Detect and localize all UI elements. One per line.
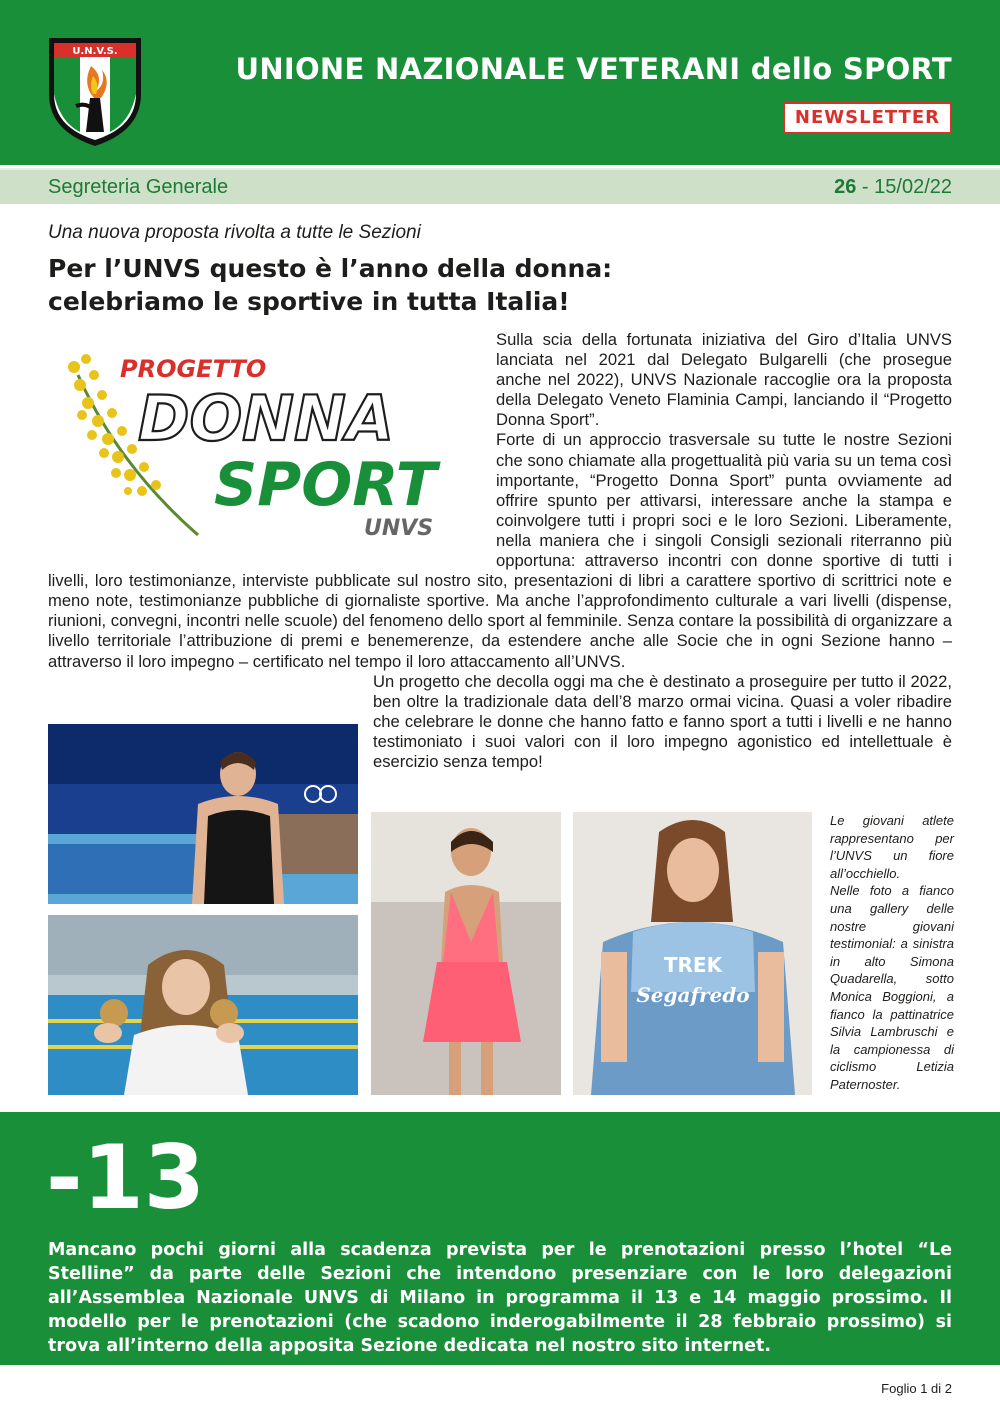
logo-word-donna: DONNA	[138, 382, 394, 455]
org-title: UNIONE NAZIONALE VETERANI dello SPORT	[235, 52, 952, 86]
issue-date: 15/02/22	[874, 176, 952, 198]
issue-info	[834, 176, 952, 199]
announcement-paragraph: Mancano pochi giorni alla scadenza prevista per le prenotazioni presso l’hotel “Le Stelline” da parte delle Sezioni che intendono presenziare con le loro delegazioni all’Assemblea Nazionale UNVS di Milano in programma il 13 e 14 maggio prossimo. Il modello per le prenotazioni (che scadono inderogabilmente il 28 febbraio prossimo) si trova all’interno della apposita Sezione dedicata nel nostro sito internet.	[48, 1240, 952, 1356]
department-label: Segreteria Generale	[48, 176, 229, 198]
photo-swimmer-medals	[48, 915, 358, 1095]
unvs-shield-logo	[46, 36, 144, 148]
issue-separator: -	[856, 176, 875, 198]
caption-intro: Le giovani atlete rappresentano per l’UNVS un fiore all’occhiello.	[830, 813, 954, 881]
countdown-number: -13	[46, 1126, 205, 1229]
article-kicker: Una nuova proposta rivolta a tutte le Sezioni	[48, 222, 421, 243]
page-indicator: Foglio 1 di 2	[881, 1381, 952, 1396]
logo-word-sport: SPORT	[214, 450, 437, 520]
headline-line-2: celebriamo le sportive in tutta Italia!	[48, 287, 570, 316]
photo-figure-skater	[371, 812, 561, 1095]
header-band	[0, 0, 1000, 165]
article-paragraph: Un progetto che decolla oggi ma che è destinato a proseguire per tutto il 2022, ben oltre la tradizionale data dell’8 marzo ormai vicina. Quasi a voler ribadire che celebrare le donne che hanno fatto e fanno sport a tutti i livelli e ne hanno testimoniato i suoi valori con il loro impegno agonistico ed intellettuale è esercizio senza tempo!	[373, 671, 952, 771]
announcement-text	[48, 1238, 952, 1358]
logo-word-unvs: UNVS	[364, 516, 434, 541]
logo-text: U.N.V.S.	[72, 46, 118, 57]
jersey-brand: TREK	[663, 953, 723, 977]
logo-word-progetto: PROGETTO	[120, 355, 267, 383]
jersey-sponsor: Segafredo	[636, 983, 750, 1007]
article-body	[48, 330, 952, 772]
headline-line-1: Per l’UNVS questo è l’anno della donna:	[48, 254, 613, 283]
photo-caption	[830, 812, 954, 1094]
caption-details: Nelle foto a fianco una gallery delle nostre giovani testimonial: a sinistra in alto Simona Quadarella, sotto Monica Boggioni, a fianco la pattinatrice Silvia Lambruschi e la campionessa di ciclismo Letizia Paternoster.	[830, 883, 954, 1092]
article-paragraph: Sulla scia della fortunata iniziativa del Giro d’Italia UNVS lanciata nel 2021 dal Delegato Bulgarelli (che prosegue anche nel 2022), UNVS Nazionale raccoglie ora la proposta della Delegato Veneto Flaminia Campi, lanciando il “Progetto Donna Sport”.	[496, 330, 952, 430]
photo-cyclist	[573, 812, 812, 1095]
article-headline	[48, 252, 948, 318]
article-paragraph: Forte di un approccio trasversale su tutte le nostre Sezioni che sono chiamate alla progettualità più varia su un tema così importante, “Progetto Donna Sport” punta ovviamente ad offrire spunto per attivarsi, interessare anche la stampa e coinvolgere tutti i propri soci e le loro Sezioni. Liberamente, nella maniera che i singoli Consigli sezionali riterranno più opportuna: attraverso incontri con donne sportive di tutti i livelli, loro testimonianze, interviste pubblicate sul nostro sito, presentazioni di libri a carattere sportivo di scrittrici note e meno note, testimonianze pubbliche di giornaliste sportive. Ma anche l’approfondimento culturale a vari livelli (dispense, riunioni, convegni, incontri nelle scuole) del fenomeno dello sport al femminile. Senza contare la possibilità di organizzare a livello territoriale l’attribuzione di premi e benemerenze, da estendere anche alle Socie che in ogni Sezione hanno – attraverso il loro impegno – certificato nel tempo il loro attaccamento all’UNVS.	[48, 430, 952, 671]
photo-swimmer-pool	[48, 724, 358, 904]
newsletter-badge: NEWSLETTER	[783, 102, 952, 134]
issue-number: 26	[834, 176, 857, 198]
sub-header-bar	[0, 168, 1000, 204]
